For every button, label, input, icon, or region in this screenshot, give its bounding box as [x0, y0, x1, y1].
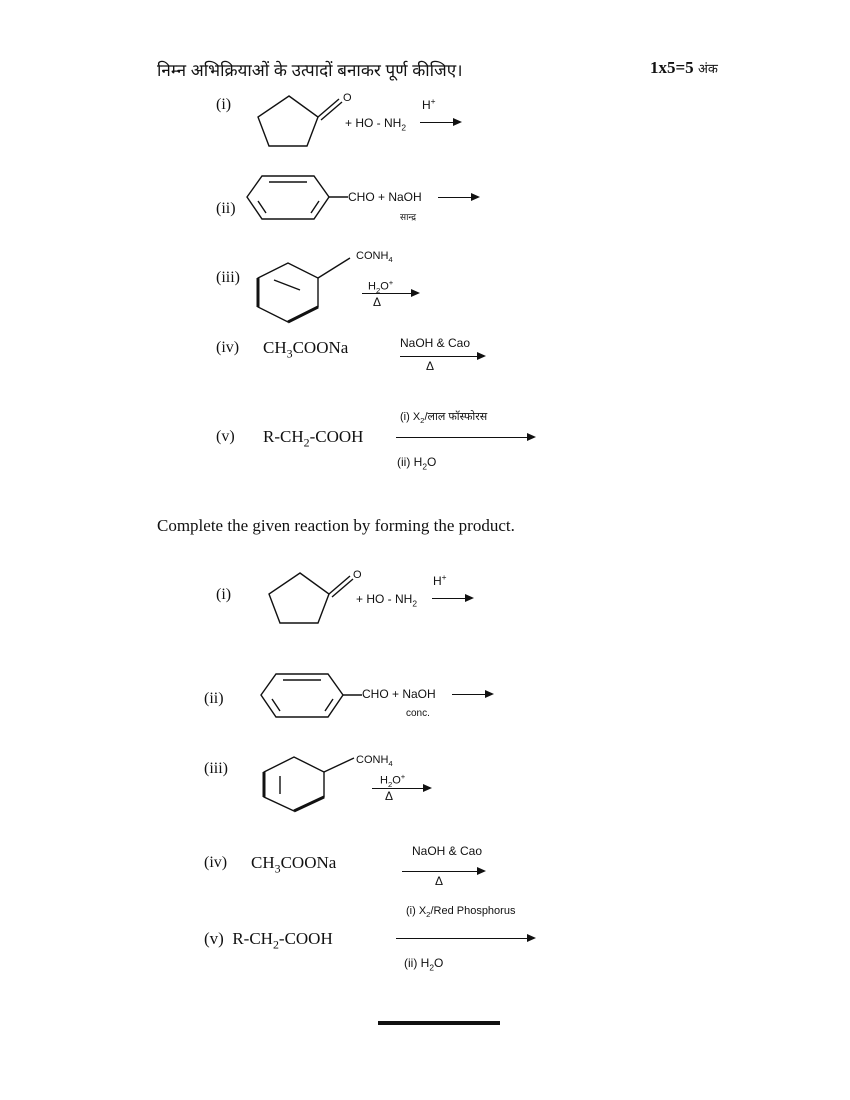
- ring-oxygen-label: O: [343, 92, 352, 104]
- reactant-formula: [251, 853, 336, 876]
- amide-group: [356, 250, 393, 264]
- acid-label: H: [433, 574, 442, 588]
- item-number: (iii): [216, 269, 240, 286]
- benzene-ring-structure: [258, 671, 368, 723]
- hindi-instruction: निम्न अभिक्रियाओं के उत्पादों बनाकर पूर्ण कीजिए।: [157, 61, 463, 80]
- reaction-arrow: [420, 122, 460, 123]
- group-text: CONH: [356, 250, 389, 262]
- heat-symbol: Δ: [435, 874, 444, 888]
- reagent: [345, 116, 406, 132]
- item-number: (ii): [216, 200, 236, 217]
- reaction-condition: [380, 772, 405, 789]
- reagent-subscript: 2: [412, 598, 418, 609]
- reaction-arrow: [396, 437, 534, 438]
- item-number: (ii): [204, 690, 224, 707]
- cyclopentanone-structure: [266, 570, 366, 630]
- reaction-condition: NaOH & Cao: [400, 336, 471, 350]
- reagent: CHO + NaOH: [348, 190, 422, 204]
- item-number: (v): [216, 428, 235, 445]
- cond2-text: (ii) H: [404, 956, 430, 970]
- reagent: [356, 592, 417, 608]
- end-rule: [378, 1021, 500, 1025]
- formula-tail: COONa: [292, 338, 349, 357]
- reaction-arrow: [400, 356, 484, 357]
- condition-below: conc.: [406, 708, 430, 719]
- cond1-text: (i) X: [406, 905, 427, 917]
- marks-unit: अंक: [697, 61, 718, 76]
- cond1-sub: 2: [426, 910, 431, 920]
- marks-value: 1x5=5: [650, 58, 694, 77]
- cond2-text: (ii) H: [397, 455, 423, 469]
- reaction-arrow: [396, 938, 534, 939]
- cond-tail: O: [392, 774, 401, 787]
- reaction-condition-1: [406, 905, 515, 919]
- formula-text: R-CH: [263, 427, 304, 446]
- reaction-condition: [433, 572, 447, 588]
- item-number: (i): [216, 96, 232, 113]
- item-number: (iii): [204, 760, 228, 777]
- formula-sub: 3: [274, 861, 281, 876]
- reagent-subscript: 2: [401, 122, 407, 133]
- formula-tail: COONa: [280, 853, 337, 872]
- reactant-line: [204, 929, 333, 952]
- reaction-arrow: [438, 197, 478, 198]
- group-subscript: 4: [388, 759, 393, 769]
- cond-sub: 2: [387, 779, 393, 789]
- acid-charge: +: [430, 96, 436, 106]
- amide-group: [356, 754, 393, 768]
- formula-text: R-CH: [232, 929, 273, 948]
- formula-tail: -COOH: [278, 929, 333, 948]
- cond2-sub: 2: [422, 461, 427, 472]
- acid-label: H: [422, 98, 431, 112]
- reaction-condition-2: [397, 455, 436, 471]
- benzene-ring-structure: [244, 173, 354, 225]
- reaction-condition: [422, 96, 436, 112]
- item-number: (v): [204, 929, 224, 948]
- english-instruction: Complete the given reaction by forming the product.: [157, 516, 515, 535]
- cond-text: H: [368, 280, 376, 293]
- reactant-formula: [263, 427, 363, 450]
- benzene-ring-structure: [258, 754, 368, 814]
- formula-sub: 2: [272, 937, 279, 952]
- formula-text: CH: [251, 853, 275, 872]
- cond-sub: 2: [375, 285, 381, 295]
- cond-text: H: [380, 774, 388, 787]
- heat-symbol: Δ: [373, 295, 382, 309]
- reaction-condition-2: [404, 956, 443, 972]
- heat-symbol: Δ: [426, 359, 435, 373]
- reagent: CHO + NaOH: [362, 687, 436, 701]
- reaction-arrow: [362, 293, 418, 294]
- formula-sub: 2: [303, 435, 310, 450]
- reaction-arrow: [402, 871, 484, 872]
- reaction-condition: NaOH & Cao: [412, 844, 483, 858]
- marks: [650, 58, 718, 78]
- cond1-tail: /लाल फॉस्फोरस: [424, 411, 488, 423]
- formula-text: CH: [263, 338, 287, 357]
- cond2-tail: O: [427, 455, 437, 469]
- reagent-text: + HO - NH: [356, 592, 413, 606]
- cond2-sub: 2: [429, 962, 434, 973]
- reaction-arrow: [452, 694, 492, 695]
- heat-symbol: Δ: [385, 789, 394, 803]
- reactant-formula: [263, 338, 348, 361]
- cond-tail: O: [380, 280, 389, 293]
- item-number: (iv): [204, 854, 228, 871]
- reagent-text: + HO - NH: [345, 116, 402, 130]
- cond1-sub: 2: [420, 416, 425, 426]
- cond1-text: (i) X: [400, 411, 421, 423]
- condition-below: सान्द्र: [400, 212, 416, 222]
- cyclopentanone-structure: [255, 93, 355, 153]
- reaction-arrow: [372, 788, 430, 789]
- formula-sub: 3: [286, 346, 293, 361]
- benzene-ring-structure: [252, 250, 362, 325]
- cond1-tail: /Red Phosphorus: [430, 905, 516, 917]
- cond-sup: +: [400, 772, 406, 781]
- item-number: (i): [216, 586, 232, 603]
- group-text: CONH: [356, 754, 389, 766]
- item-number: (iv): [216, 339, 240, 356]
- cond-sup: +: [388, 278, 394, 287]
- reaction-condition-1: [400, 409, 487, 425]
- ring-oxygen-label: O: [353, 569, 362, 581]
- formula-tail: -COOH: [309, 427, 364, 446]
- acid-charge: +: [441, 572, 447, 582]
- group-subscript: 4: [388, 255, 393, 265]
- cond2-tail: O: [434, 956, 444, 970]
- reaction-arrow: [432, 598, 472, 599]
